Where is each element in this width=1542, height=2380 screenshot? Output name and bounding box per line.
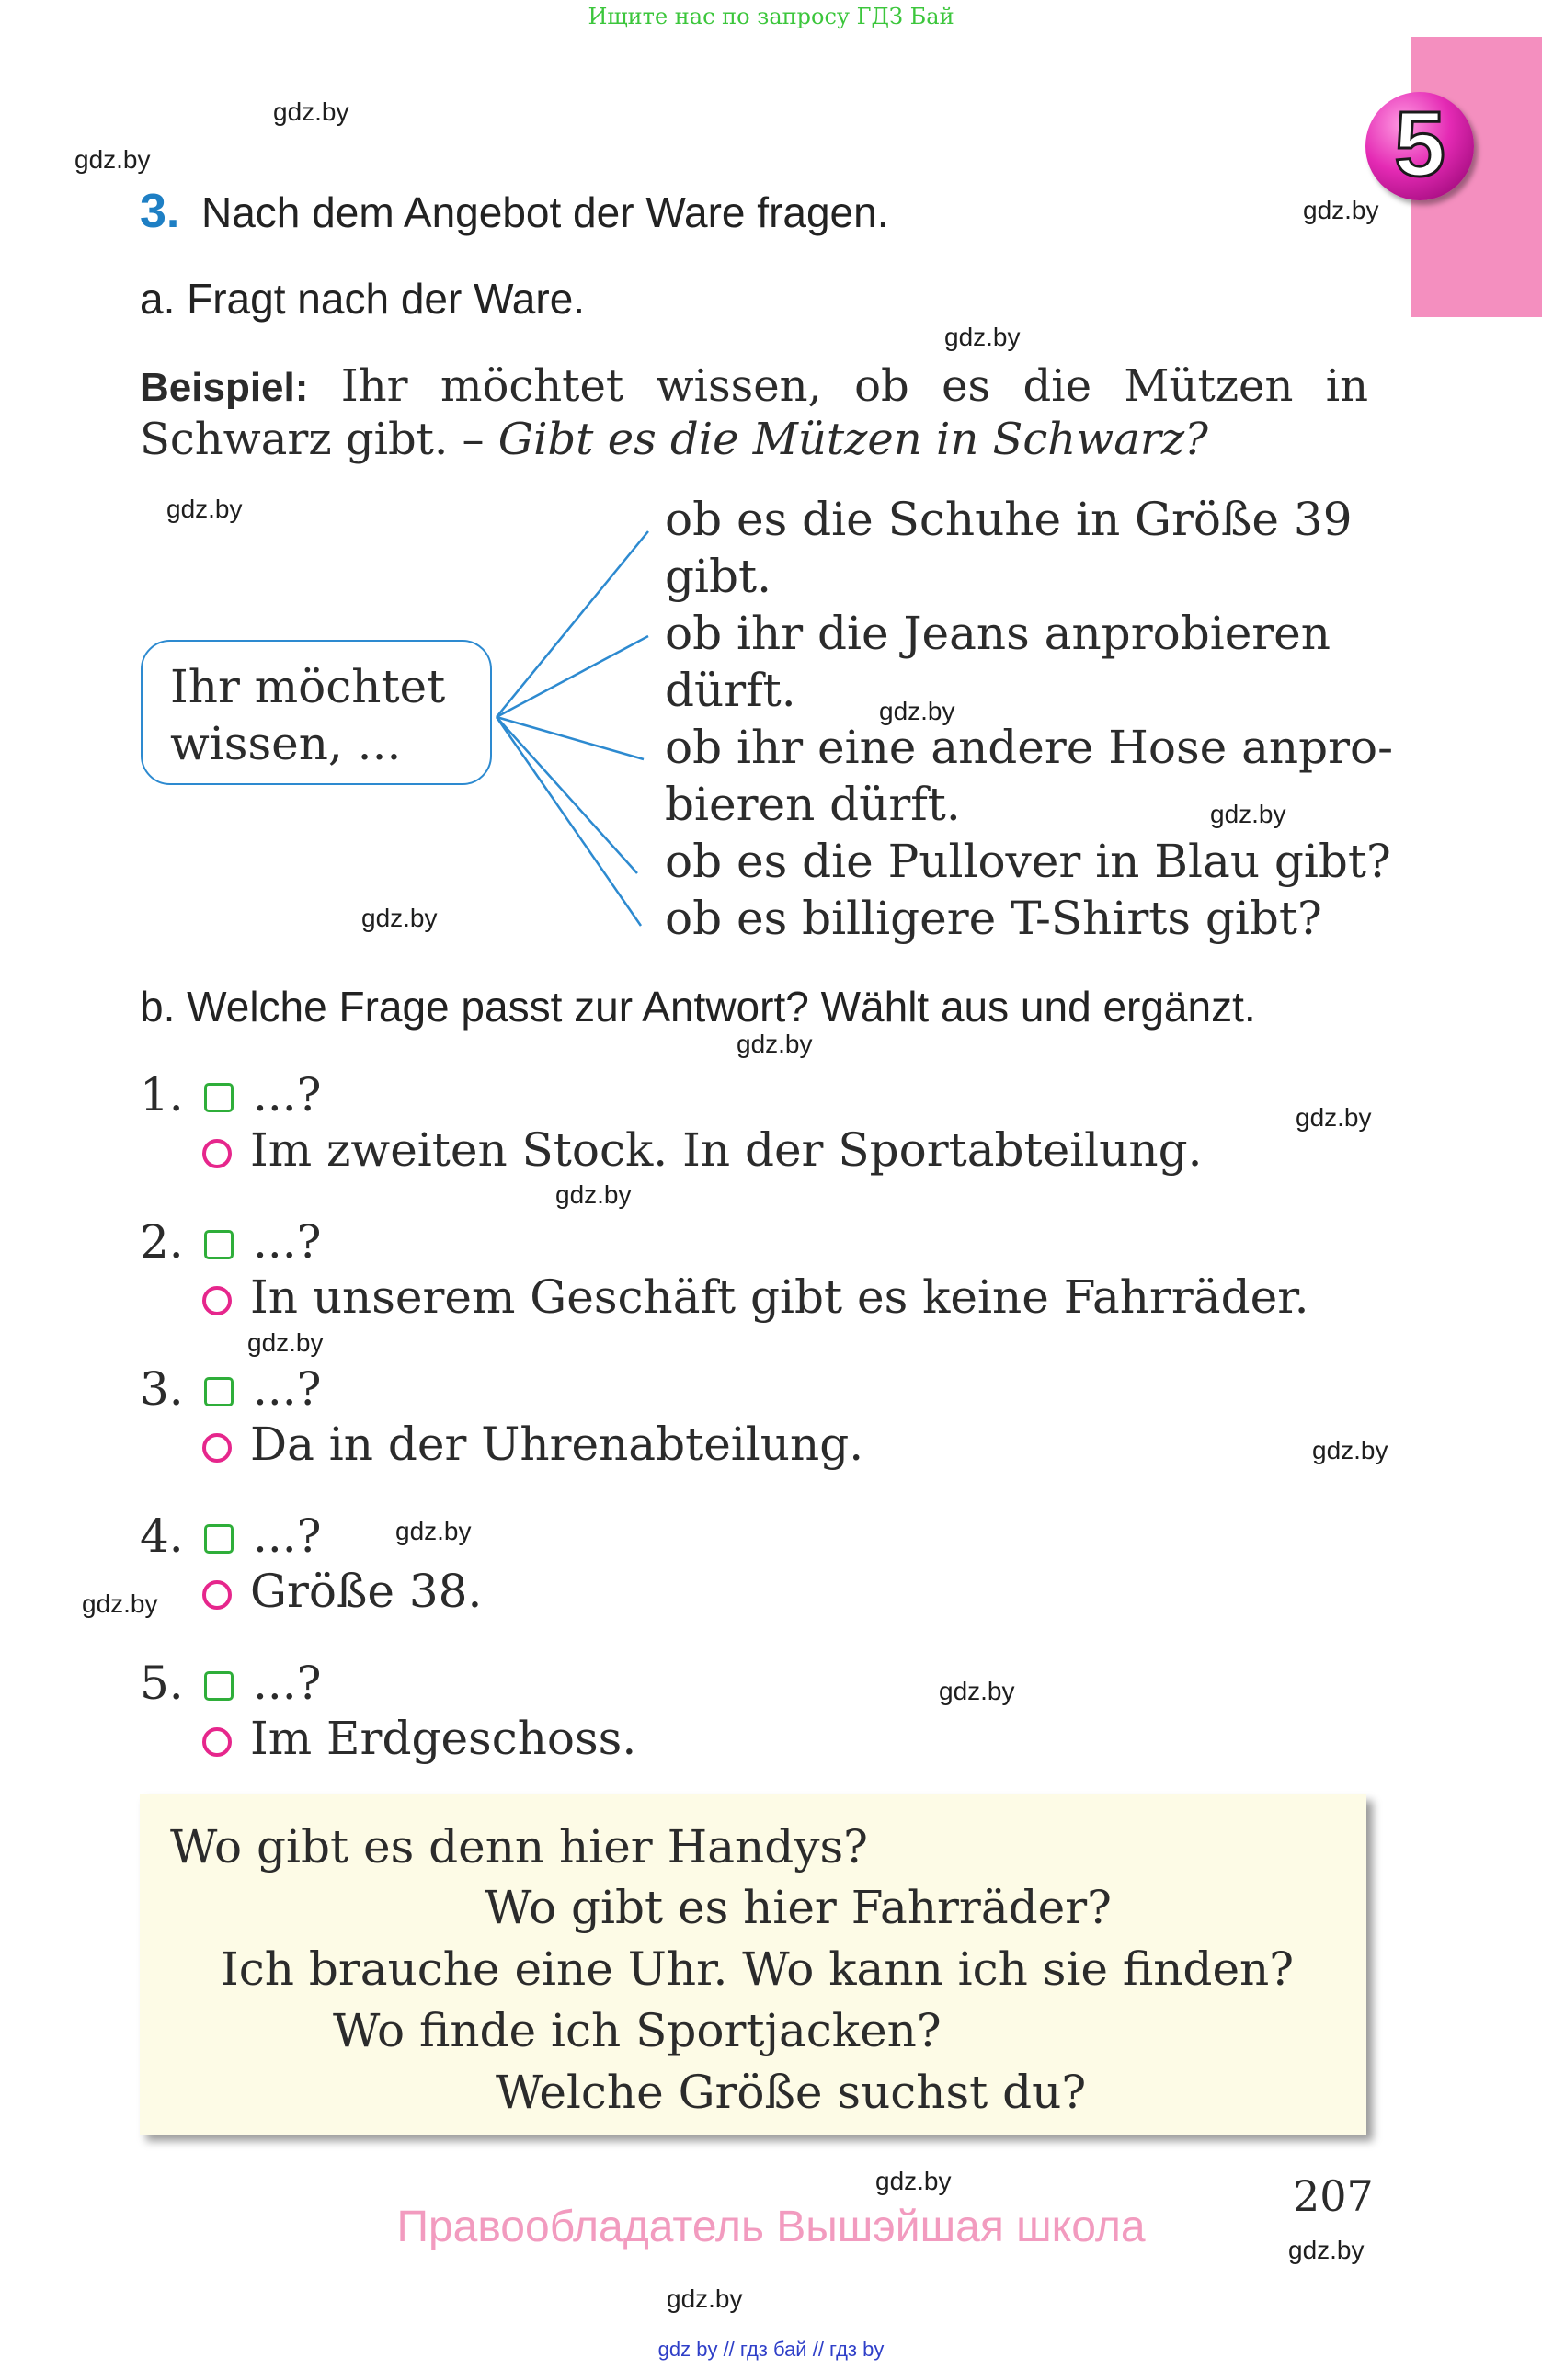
watermark: gdz.by <box>1312 1436 1388 1464</box>
question-placeholder: ...? <box>253 1362 322 1416</box>
checkbox-icon[interactable] <box>204 1083 234 1112</box>
exercise-number: 3. <box>140 185 180 238</box>
answer-bullet-icon <box>202 1139 232 1168</box>
example-text-1: Ihr möchtet wissen, ob es die Mützen in <box>340 360 1368 412</box>
watermark: gdz.by <box>667 2284 743 2313</box>
choice-question: Wo gibt es hier Fahrräder? <box>485 1881 1112 1934</box>
checkbox-icon[interactable] <box>204 1377 234 1406</box>
question-placeholder: ...? <box>253 1068 322 1122</box>
choice-question: Wo gibt es denn hier Handys? <box>170 1820 868 1873</box>
question-placeholder: ...? <box>253 1657 322 1710</box>
answer-text: Im zweiten Stock. In der Sportabteilung. <box>250 1123 1203 1177</box>
connector-line <box>497 717 641 926</box>
checkbox-icon[interactable] <box>204 1671 234 1701</box>
watermark: gdz.by <box>555 1180 632 1209</box>
example-label: Beispiel: <box>140 365 309 410</box>
watermark: gdz.by <box>82 1589 158 1618</box>
example-answer: Gibt es die Mützen in Schwarz? <box>497 414 1208 465</box>
connector-line <box>497 717 637 873</box>
task-b-heading: b. Welche Frage passt zur Antwort? Wählt aus und ergänzt. <box>140 983 1256 1031</box>
watermark: gdz.by <box>1288 2236 1365 2264</box>
page-number: 207 <box>1293 2171 1374 2221</box>
exercise-title: Nach dem Angebot der Ware fragen. <box>201 188 889 236</box>
watermark: gdz.by <box>247 1328 324 1357</box>
item-number: 1. <box>140 1068 184 1122</box>
option-line: bieren dürft. <box>665 778 961 831</box>
footer-links[interactable]: gdz by // гдз бай // гдз by <box>657 2338 885 2361</box>
copyright-notice: Правообладатель Вышэйшая школа <box>396 2203 1146 2251</box>
answer-text: In unserem Geschäft gibt es keine Fahrräder. <box>250 1270 1309 1324</box>
connector-line <box>497 717 644 759</box>
option-line: ob es billigere T-Shirts gibt? <box>665 892 1322 945</box>
question-placeholder: ...? <box>253 1215 322 1269</box>
connector-line <box>497 531 648 717</box>
watermark: gdz.by <box>879 697 955 725</box>
answer-bullet-icon <box>202 1580 232 1610</box>
watermark: gdz.by <box>395 1517 472 1545</box>
chapter-number: 5 <box>1394 93 1445 196</box>
mind-box-line-2: wissen, ... <box>170 717 402 770</box>
checkbox-icon[interactable] <box>204 1524 234 1554</box>
checkbox-icon[interactable] <box>204 1230 234 1259</box>
option-line: ob es die Pullover in Blau gibt? <box>665 835 1391 888</box>
example-text-2: Schwarz gibt. – <box>140 414 485 465</box>
answer-text: Da in der Uhrenabteilung. <box>250 1418 864 1471</box>
item-number: 4. <box>140 1509 184 1563</box>
choice-question: Wo finde ich Sportjacken? <box>333 2004 942 2057</box>
watermark: gdz.by <box>74 145 151 174</box>
mind-box-line-1: Ihr möchtet <box>170 660 446 713</box>
option-line: ob es die Schuhe in Größe 39 <box>665 493 1353 546</box>
watermark: gdz.by <box>737 1030 813 1058</box>
watermark: gdz.by <box>1303 196 1379 224</box>
option-line: gibt. <box>665 550 771 603</box>
watermark: gdz.by <box>166 495 243 523</box>
connector-line <box>497 636 648 717</box>
task-a-heading: a. Fragt nach der Ware. <box>140 275 586 323</box>
answer-bullet-icon <box>202 1286 232 1315</box>
question-placeholder: ...? <box>253 1509 322 1563</box>
watermark: gdz.by <box>1210 800 1286 828</box>
answer-text: Im Erdgeschoss. <box>250 1712 637 1765</box>
item-number: 3. <box>140 1362 184 1416</box>
option-line: dürft. <box>665 664 796 717</box>
option-line: ob ihr eine andere Hose anpro- <box>665 721 1394 774</box>
mind-map-box-text <box>170 658 445 772</box>
watermark: gdz.by <box>944 323 1021 351</box>
watermark: gdz.by <box>875 2167 952 2195</box>
answer-bullet-icon <box>202 1727 232 1757</box>
top-search-note: Ищите нас по запросу ГДЗ Бай <box>588 4 954 29</box>
watermark: gdz.by <box>361 904 438 932</box>
choice-question: Welche Größe suchst du? <box>496 2066 1087 2119</box>
choice-question: Ich brauche eine Uhr. Wo kann ich sie finden? <box>221 1942 1295 1996</box>
watermark: gdz.by <box>939 1677 1015 1705</box>
option-line: ob ihr die Jeans anprobieren <box>665 607 1331 660</box>
watermark: gdz.by <box>273 97 349 126</box>
watermark: gdz.by <box>1296 1103 1372 1132</box>
item-number: 5. <box>140 1657 184 1710</box>
item-number: 2. <box>140 1215 184 1269</box>
answer-text: Größe 38. <box>250 1565 483 1618</box>
answer-bullet-icon <box>202 1433 232 1463</box>
